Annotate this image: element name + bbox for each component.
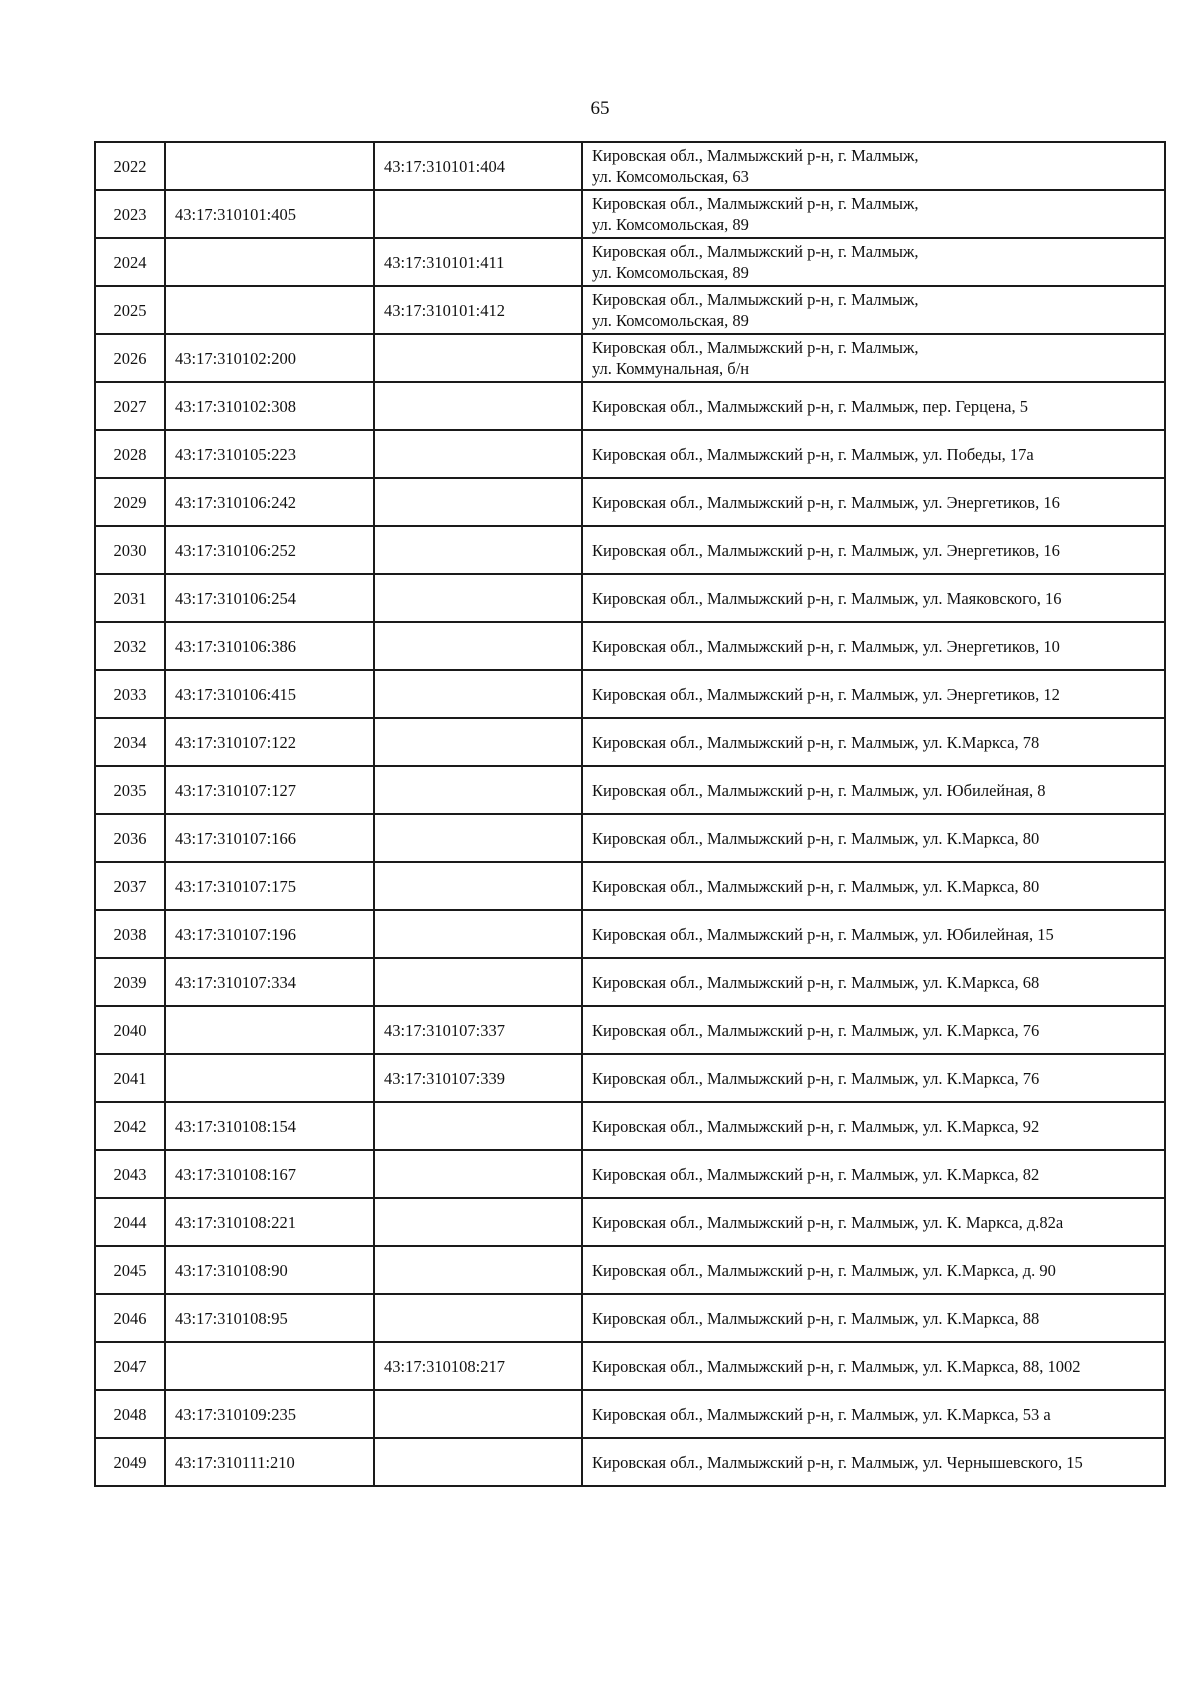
table-row [95,1390,1165,1438]
cadastral-number-alt-cell [374,382,582,430]
cadastral-number-alt-cell [374,1102,582,1150]
address-cell: Кировская обл., Малмыжский р-н, г. Малмыж, ул. К.Маркса, 80 [582,862,1165,910]
table-row [95,334,1165,382]
row-number-cell: 2037 [95,862,165,910]
cadastral-number-alt-cell [374,910,582,958]
cadastral-number-cell: 43:17:310111:210 [165,1438,374,1486]
cadastral-number-alt-cell [374,670,582,718]
row-number-cell: 2032 [95,622,165,670]
cadastral-number-alt-cell [374,1150,582,1198]
table-row [95,1054,1165,1102]
cadastral-number-cell [165,142,374,190]
row-number-cell: 2042 [95,1102,165,1150]
table-row [95,1198,1165,1246]
address-cell: Кировская обл., Малмыжский р-н, г. Малмыж, ул. Комсомольская, 89 [582,286,1165,334]
cadastral-number-alt-cell: 43:17:310107:339 [374,1054,582,1102]
cadastral-number-cell [165,1342,374,1390]
cadastral-number-cell: 43:17:310101:405 [165,190,374,238]
address-cell: Кировская обл., Малмыжский р-н, г. Малмыж, ул. Чернышевского, 15 [582,1438,1165,1486]
table-row [95,1102,1165,1150]
cadastral-number-alt-cell [374,1294,582,1342]
row-number-cell: 2039 [95,958,165,1006]
table-row [95,1438,1165,1486]
cadastral-number-alt-cell [374,958,582,1006]
cadastral-number-alt-cell: 43:17:310107:337 [374,1006,582,1054]
address-cell: Кировская обл., Малмыжский р-н, г. Малмыж, ул. К.Маркса, 92 [582,1102,1165,1150]
address-cell: Кировская обл., Малмыжский р-н, г. Малмыж, ул. Победы, 17а [582,430,1165,478]
address-cell: Кировская обл., Малмыжский р-н, г. Малмыж, ул. К.Маркса, 88 [582,1294,1165,1342]
table-row [95,142,1165,190]
cadastral-number-alt-cell [374,1198,582,1246]
row-number-cell: 2033 [95,670,165,718]
table-row [95,1294,1165,1342]
cadastral-number-cell: 43:17:310107:175 [165,862,374,910]
table-row [95,574,1165,622]
address-cell: Кировская обл., Малмыжский р-н, г. Малмыж, ул. Комсомольская, 89 [582,190,1165,238]
row-number-cell: 2027 [95,382,165,430]
address-cell: Кировская обл., Малмыжский р-н, г. Малмыж, ул. Энергетиков, 10 [582,622,1165,670]
cadastral-number-alt-cell [374,334,582,382]
cadastral-number-cell: 43:17:310106:254 [165,574,374,622]
row-number-cell: 2030 [95,526,165,574]
property-register-table [94,141,1166,1487]
table-row [95,1246,1165,1294]
cadastral-number-alt-cell: 43:17:310101:404 [374,142,582,190]
table-row [95,862,1165,910]
row-number-cell: 2045 [95,1246,165,1294]
table-row [95,670,1165,718]
address-cell: Кировская обл., Малмыжский р-н, г. Малмыж, ул. К.Маркса, 80 [582,814,1165,862]
table-row [95,1006,1165,1054]
row-number-cell: 2026 [95,334,165,382]
cadastral-number-cell: 43:17:310107:122 [165,718,374,766]
table-row [95,238,1165,286]
cadastral-number-cell: 43:17:310108:167 [165,1150,374,1198]
table-row [95,814,1165,862]
cadastral-number-alt-cell [374,1246,582,1294]
address-cell: Кировская обл., Малмыжский р-н, г. Малмыж, ул. К.Маркса, 88, 1002 [582,1342,1165,1390]
address-cell: Кировская обл., Малмыжский р-н, г. Малмыж, ул. Коммунальная, б/н [582,334,1165,382]
cadastral-number-alt-cell [374,430,582,478]
cadastral-number-cell [165,286,374,334]
address-cell: Кировская обл., Малмыжский р-н, г. Малмыж, ул. Энергетиков, 12 [582,670,1165,718]
cadastral-number-alt-cell [374,1390,582,1438]
address-cell: Кировская обл., Малмыжский р-н, г. Малмыж, ул. Комсомольская, 63 [582,142,1165,190]
address-cell: Кировская обл., Малмыжский р-н, г. Малмыж, ул. К.Маркса, 82 [582,1150,1165,1198]
table-row [95,910,1165,958]
table-row [95,526,1165,574]
row-number-cell: 2038 [95,910,165,958]
row-number-cell: 2036 [95,814,165,862]
address-cell: Кировская обл., Малмыжский р-н, г. Малмыж, ул. К.Маркса, 76 [582,1054,1165,1102]
row-number-cell: 2034 [95,718,165,766]
cadastral-number-cell [165,1006,374,1054]
table-row [95,478,1165,526]
address-cell: Кировская обл., Малмыжский р-н, г. Малмыж, ул. Комсомольская, 89 [582,238,1165,286]
row-number-cell: 2046 [95,1294,165,1342]
cadastral-number-alt-cell [374,574,582,622]
row-number-cell: 2041 [95,1054,165,1102]
cadastral-number-cell [165,238,374,286]
cadastral-number-cell: 43:17:310109:235 [165,1390,374,1438]
row-number-cell: 2028 [95,430,165,478]
table-row [95,382,1165,430]
address-cell: Кировская обл., Малмыжский р-н, г. Малмыж, ул. К.Маркса, 53 а [582,1390,1165,1438]
row-number-cell: 2023 [95,190,165,238]
cadastral-number-alt-cell: 43:17:310108:217 [374,1342,582,1390]
cadastral-number-cell: 43:17:310106:252 [165,526,374,574]
address-cell: Кировская обл., Малмыжский р-н, г. Малмыж, ул. К.Маркса, 76 [582,1006,1165,1054]
address-cell: Кировская обл., Малмыжский р-н, г. Малмыж, пер. Герцена, 5 [582,382,1165,430]
table-row [95,286,1165,334]
row-number-cell: 2049 [95,1438,165,1486]
row-number-cell: 2029 [95,478,165,526]
cadastral-number-alt-cell [374,814,582,862]
cadastral-number-cell: 43:17:310107:196 [165,910,374,958]
address-cell: Кировская обл., Малмыжский р-н, г. Малмыж, ул. Юбилейная, 8 [582,766,1165,814]
table-row [95,190,1165,238]
table-row [95,958,1165,1006]
cadastral-number-alt-cell [374,1438,582,1486]
row-number-cell: 2044 [95,1198,165,1246]
table-row [95,1342,1165,1390]
cadastral-number-cell: 43:17:310105:223 [165,430,374,478]
table-row [95,1150,1165,1198]
row-number-cell: 2031 [95,574,165,622]
cadastral-number-cell [165,1054,374,1102]
cadastral-number-cell: 43:17:310107:166 [165,814,374,862]
row-number-cell: 2040 [95,1006,165,1054]
row-number-cell: 2035 [95,766,165,814]
table-body [95,142,1165,1486]
cadastral-number-cell: 43:17:310108:95 [165,1294,374,1342]
row-number-cell: 2048 [95,1390,165,1438]
row-number-cell: 2024 [95,238,165,286]
row-number-cell: 2043 [95,1150,165,1198]
address-cell: Кировская обл., Малмыжский р-н, г. Малмыж, ул. Юбилейная, 15 [582,910,1165,958]
cadastral-number-cell: 43:17:310106:415 [165,670,374,718]
cadastral-number-cell: 43:17:310107:127 [165,766,374,814]
cadastral-number-alt-cell: 43:17:310101:412 [374,286,582,334]
cadastral-number-alt-cell [374,622,582,670]
row-number-cell: 2022 [95,142,165,190]
cadastral-number-cell: 43:17:310106:242 [165,478,374,526]
address-cell: Кировская обл., Малмыжский р-н, г. Малмыж, ул. К.Маркса, 78 [582,718,1165,766]
cadastral-number-cell: 43:17:310102:200 [165,334,374,382]
table-row [95,718,1165,766]
cadastral-number-alt-cell [374,862,582,910]
cadastral-number-alt-cell [374,478,582,526]
cadastral-number-cell: 43:17:310108:90 [165,1246,374,1294]
cadastral-number-alt-cell [374,190,582,238]
row-number-cell: 2025 [95,286,165,334]
cadastral-number-alt-cell: 43:17:310101:411 [374,238,582,286]
cadastral-number-cell: 43:17:310106:386 [165,622,374,670]
address-cell: Кировская обл., Малмыжский р-н, г. Малмыж, ул. К. Маркса, д.82а [582,1198,1165,1246]
cadastral-number-cell: 43:17:310108:154 [165,1102,374,1150]
row-number-cell: 2047 [95,1342,165,1390]
cadastral-number-cell: 43:17:310107:334 [165,958,374,1006]
page-number: 65 [590,98,610,119]
address-cell: Кировская обл., Малмыжский р-н, г. Малмыж, ул. Маяковского, 16 [582,574,1165,622]
address-cell: Кировская обл., Малмыжский р-н, г. Малмыж, ул. К.Маркса, д. 90 [582,1246,1165,1294]
table-row [95,622,1165,670]
address-cell: Кировская обл., Малмыжский р-н, г. Малмыж, ул. Энергетиков, 16 [582,526,1165,574]
address-cell: Кировская обл., Малмыжский р-н, г. Малмыж, ул. К.Маркса, 68 [582,958,1165,1006]
cadastral-number-cell: 43:17:310108:221 [165,1198,374,1246]
address-cell: Кировская обл., Малмыжский р-н, г. Малмыж, ул. Энергетиков, 16 [582,478,1165,526]
cadastral-number-alt-cell [374,718,582,766]
table-row [95,766,1165,814]
table-row [95,430,1165,478]
cadastral-number-alt-cell [374,766,582,814]
cadastral-number-alt-cell [374,526,582,574]
cadastral-number-cell: 43:17:310102:308 [165,382,374,430]
